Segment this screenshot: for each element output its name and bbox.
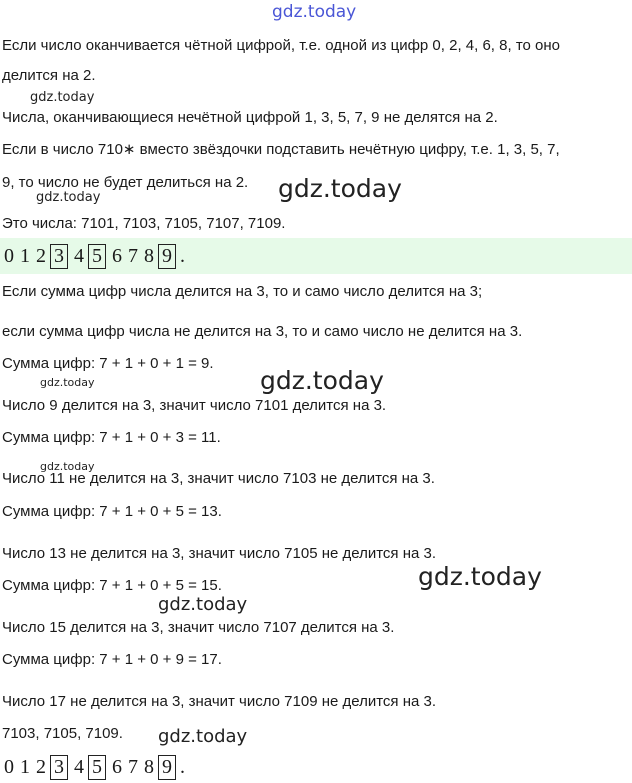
text-line-3: Числа, оканчивающиеся нечётной цифрой 1, 3, 5, 7, 9 не делятся на 2. [2, 109, 498, 126]
digit: 0 [4, 756, 14, 778]
text-line-7: Если сумма цифр числа делится на 3, то и само число делится на 3; [2, 283, 483, 300]
text-line-6: Это числа: 7101, 7103, 7105, 7107, 7109. [2, 215, 286, 232]
text-line-11: Сумма цифр: 7 + 1 + 0 + 3 = 11. [2, 429, 221, 446]
digit: 8 [144, 245, 154, 267]
watermark: gdz.today [418, 562, 542, 591]
digit: 1 [20, 245, 30, 267]
boxed-digit: 3 [50, 244, 68, 269]
text-line-12: Число 11 не делится на 3, значит число 7103 не делится на 3. [2, 470, 435, 487]
text-line-17: Сумма цифр: 7 + 1 + 0 + 9 = 17. [2, 651, 222, 668]
text-line-2: делится на 2. [2, 67, 96, 84]
watermark: gdz.today [36, 190, 101, 205]
watermark: gdz.today [40, 460, 95, 473]
digit: 4 [74, 245, 84, 267]
watermark: gdz.today [278, 174, 402, 203]
digit: 0 [4, 245, 14, 267]
boxed-digit: 9 [158, 244, 176, 269]
watermark: gdz.today [260, 366, 384, 395]
watermark-header: gdz.today [272, 2, 357, 22]
text-line-1: Если число оканчивается чётной цифрой, т.е. одной из цифр 0, 2, 4, 6, 8, то оно [2, 37, 561, 54]
digit: 6 [112, 245, 122, 267]
text-line-10: Число 9 делится на 3, значит число 7101 делится на 3. [2, 397, 387, 414]
watermark: gdz.today [158, 594, 248, 615]
digit: 2 [36, 756, 46, 778]
text-line-13: Сумма цифр: 7 + 1 + 0 + 5 = 13. [2, 503, 222, 520]
digit: 7 [128, 245, 138, 267]
digit: 1 [20, 756, 30, 778]
text-line-5: 9, то число не будет делиться на 2. [2, 174, 249, 191]
row-end-punct: . [180, 245, 185, 267]
text-line-8: если сумма цифр числа не делится на 3, то и само число не делится на 3. [2, 323, 523, 340]
watermark: gdz.today [40, 376, 95, 389]
digit: 7 [128, 756, 138, 778]
row-end-punct: . [180, 756, 185, 778]
digit: 2 [36, 245, 46, 267]
boxed-digit: 5 [88, 755, 106, 780]
digit-row-2 [2, 755, 185, 780]
text-line-18: Число 17 не делится на 3, значит число 7109 не делится на 3. [2, 693, 437, 710]
text-line-16: Число 15 делится на 3, значит число 7107 делится на 3. [2, 619, 395, 636]
watermark: gdz.today [158, 726, 248, 747]
digit: 6 [112, 756, 122, 778]
boxed-digit: 5 [88, 244, 106, 269]
watermark: gdz.today [30, 90, 95, 105]
boxed-digit: 9 [158, 755, 176, 780]
text-line-14: Число 13 не делится на 3, значит число 7105 не делится на 3. [2, 545, 437, 562]
text-line-15: Сумма цифр: 7 + 1 + 0 + 5 = 15. [2, 577, 222, 594]
digit: 8 [144, 756, 154, 778]
text-line-4: Если в число 710∗ вместо звёздочки подставить нечётную цифру, т.е. 1, 3, 5, 7, [2, 141, 560, 158]
boxed-digit: 3 [50, 755, 68, 780]
text-line-9: Сумма цифр: 7 + 1 + 0 + 1 = 9. [2, 355, 214, 372]
digit-row-1 [2, 244, 185, 269]
digit: 4 [74, 756, 84, 778]
text-line-19: 7103, 7105, 7109. [2, 725, 123, 742]
